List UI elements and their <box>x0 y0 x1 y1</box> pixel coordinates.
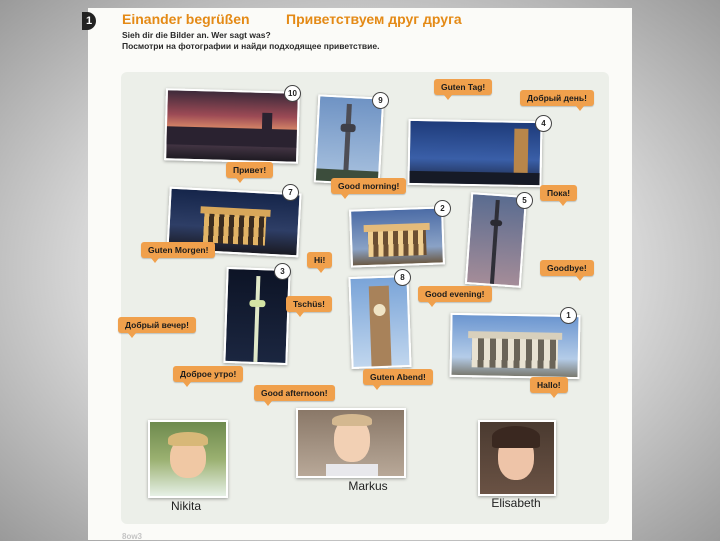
speech-bubble: Hallo! <box>530 377 568 393</box>
speech-bubble: Добрый день! <box>520 90 594 106</box>
photo-nikita <box>148 420 228 498</box>
child-name: Elisabeth <box>491 496 541 510</box>
photo-number: 8 <box>394 269 411 286</box>
speech-bubble: Пока! <box>540 185 577 201</box>
skyline-silhouette <box>409 171 539 185</box>
speech-bubble: Good afternoon! <box>254 385 335 401</box>
tower-pod <box>249 300 265 308</box>
page-footer-label: 8ow3 <box>122 532 143 541</box>
hair <box>332 414 372 426</box>
hair <box>168 432 208 446</box>
photo-tv-tower-night <box>223 267 290 365</box>
hair <box>492 426 540 448</box>
speech-bubble: Good morning! <box>331 178 406 194</box>
gate-columns <box>368 229 427 257</box>
speech-bubble: Tschüs! <box>286 296 332 312</box>
photo-brandenburg-gate-day <box>449 313 580 379</box>
textbook-page <box>85 8 632 541</box>
photo-number: 10 <box>284 85 301 102</box>
child-name: Markus <box>348 479 388 493</box>
tower-shaft <box>253 276 260 362</box>
title-de: Einander begrüßen <box>122 11 250 27</box>
photo-elisabeth <box>478 420 556 496</box>
speech-bubble: Guten Morgen! <box>141 242 215 258</box>
instruction-ru: Посмотри на фотографии и найди подходящее приветствие. <box>122 41 380 51</box>
photo-number: 4 <box>535 115 552 132</box>
clock-tower-silhouette <box>261 113 272 147</box>
tower-pod <box>340 124 355 133</box>
title-ru: Приветствуем друг друга <box>286 11 462 27</box>
speech-bubble: Привет! <box>226 162 273 178</box>
speech-bubble: Hi! <box>307 252 332 268</box>
speech-bubble: Guten Tag! <box>434 79 492 95</box>
clock-tower <box>369 286 392 367</box>
photo-london-big-ben <box>407 119 542 187</box>
photo-number: 1 <box>560 307 577 324</box>
skyline-silhouette <box>166 126 296 147</box>
photo-tv-tower-day <box>314 94 385 185</box>
photo-number: 7 <box>282 184 299 201</box>
photo-number: 2 <box>434 200 451 217</box>
lesson-number-tab: 1 <box>82 12 96 30</box>
gate-columns <box>472 337 559 368</box>
tower-pod <box>490 220 502 227</box>
photo-london-parliament <box>164 88 300 163</box>
speech-bubble: Доброе утро! <box>173 366 243 382</box>
photo-big-ben-day <box>348 275 411 369</box>
speech-bubble: Guten Abend! <box>363 369 433 385</box>
photo-number: 9 <box>372 92 389 109</box>
photo-number: 3 <box>274 263 291 280</box>
photo-markus <box>296 408 406 478</box>
speech-bubble: Добрый вечер! <box>118 317 196 333</box>
photo-brandenburg-gate-evening <box>349 206 445 267</box>
photo-number: 5 <box>516 192 533 209</box>
gate-columns <box>203 212 266 245</box>
speech-bubble: Goodbye! <box>540 260 594 276</box>
tower-shaft <box>490 200 500 284</box>
speech-bubble: Good evening! <box>418 286 492 302</box>
shirt <box>326 464 378 476</box>
child-name: Nikita <box>170 499 201 513</box>
instruction-de: Sieh dir die Bilder an. Wer sagt was? <box>122 30 271 40</box>
